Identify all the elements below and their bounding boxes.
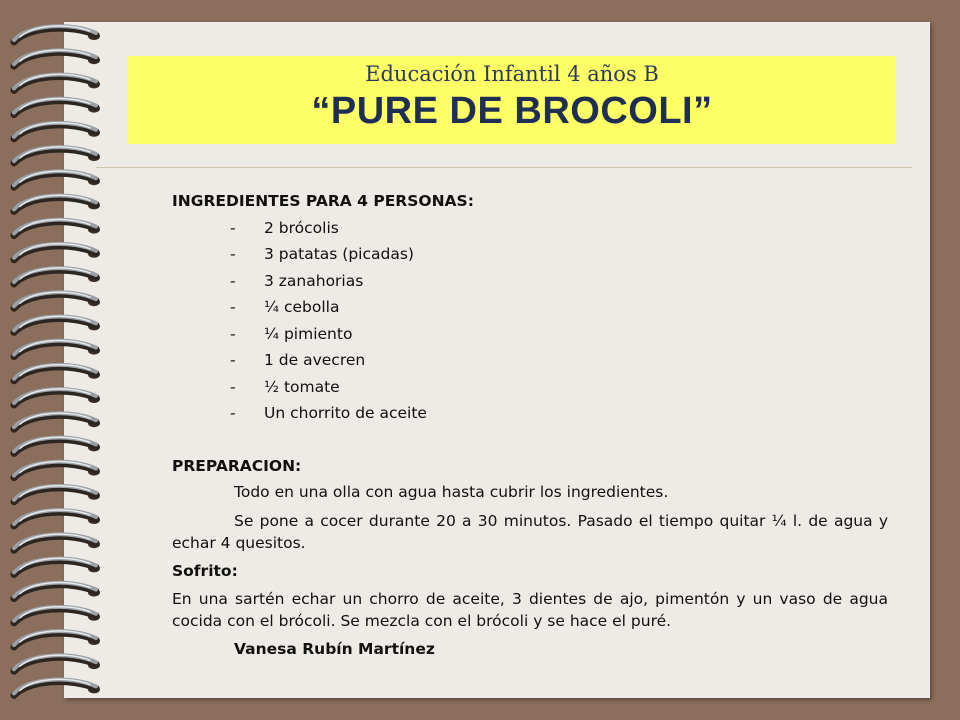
spiral-ring (14, 195, 100, 211)
ingredient-item: - ½ tomate (172, 374, 888, 401)
spiral-ring (14, 558, 100, 574)
spiral-ring (14, 99, 100, 115)
ingredient-item: - Un chorrito de aceite (172, 400, 888, 427)
spiral-ring (14, 341, 100, 357)
spiral-ring (14, 510, 100, 526)
spiral-ring (14, 220, 100, 236)
spiral-ring (14, 74, 100, 90)
ingredient-item: - 3 zanahorias (172, 268, 888, 295)
spiral-ring (14, 462, 100, 478)
sofrito-text: En una sartén echar un chorro de aceite, 3 dientes de ajo, pimentón y un vaso de agua cocida con el brócoli. Se mezcla con el brócoli y se hace el puré. (172, 590, 888, 630)
spiral-ring (14, 316, 100, 332)
spiral-ring (14, 268, 100, 284)
ingredient-item: - ¼ pimiento (172, 321, 888, 348)
spiral-ring (14, 292, 100, 308)
recipe-body (172, 188, 888, 663)
spiral-ring (14, 171, 100, 187)
spiral-ring (14, 655, 100, 671)
preparation-heading: PREPARACION: (172, 456, 302, 475)
spiral-ring (14, 583, 100, 599)
ingredient-item: - 3 patatas (picadas) (172, 241, 888, 268)
author-signature: Vanesa Rubín Martínez (234, 640, 435, 658)
spiral-ring (14, 679, 100, 695)
spiral-ring (14, 534, 100, 550)
ingredients-list (172, 215, 888, 427)
spiral-ring (14, 607, 100, 623)
recipe-title: “PURE DE BROCOLI” (311, 90, 713, 132)
spiral-ring (14, 26, 100, 42)
divider (96, 167, 912, 168)
ingredient-item: - ¼ cebolla (172, 294, 888, 321)
ingredient-item: - 2 brócolis (172, 215, 888, 242)
sofrito-heading: Sofrito: (172, 561, 238, 580)
spiral-ring (14, 413, 100, 429)
class-subtitle: Educación Infantil 4 años B (365, 62, 659, 86)
spiral-ring (14, 486, 100, 502)
title-banner (128, 56, 896, 144)
spiral-ring (14, 437, 100, 453)
ingredient-item: - 1 de avecren (172, 347, 888, 374)
ingredients-heading: INGREDIENTES PARA 4 PERSONAS: (172, 192, 474, 210)
spacer (172, 427, 888, 453)
spiral-ring (14, 389, 100, 405)
preparation-step-2: Se pone a cocer durante 20 a 30 minutos. Pasado el tiempo quitar ¼ l. de agua y echar 4 quesitos. (172, 511, 888, 552)
spiral-ring (14, 244, 100, 260)
spiral-ring (14, 50, 100, 66)
spiral-binding (0, 0, 120, 720)
spiral-ring (14, 365, 100, 381)
preparation-step-1: Todo en una olla con agua hasta cubrir los ingredientes. (234, 483, 669, 501)
spiral-ring (14, 147, 100, 163)
spiral-ring (14, 123, 100, 139)
spiral-ring (14, 631, 100, 647)
